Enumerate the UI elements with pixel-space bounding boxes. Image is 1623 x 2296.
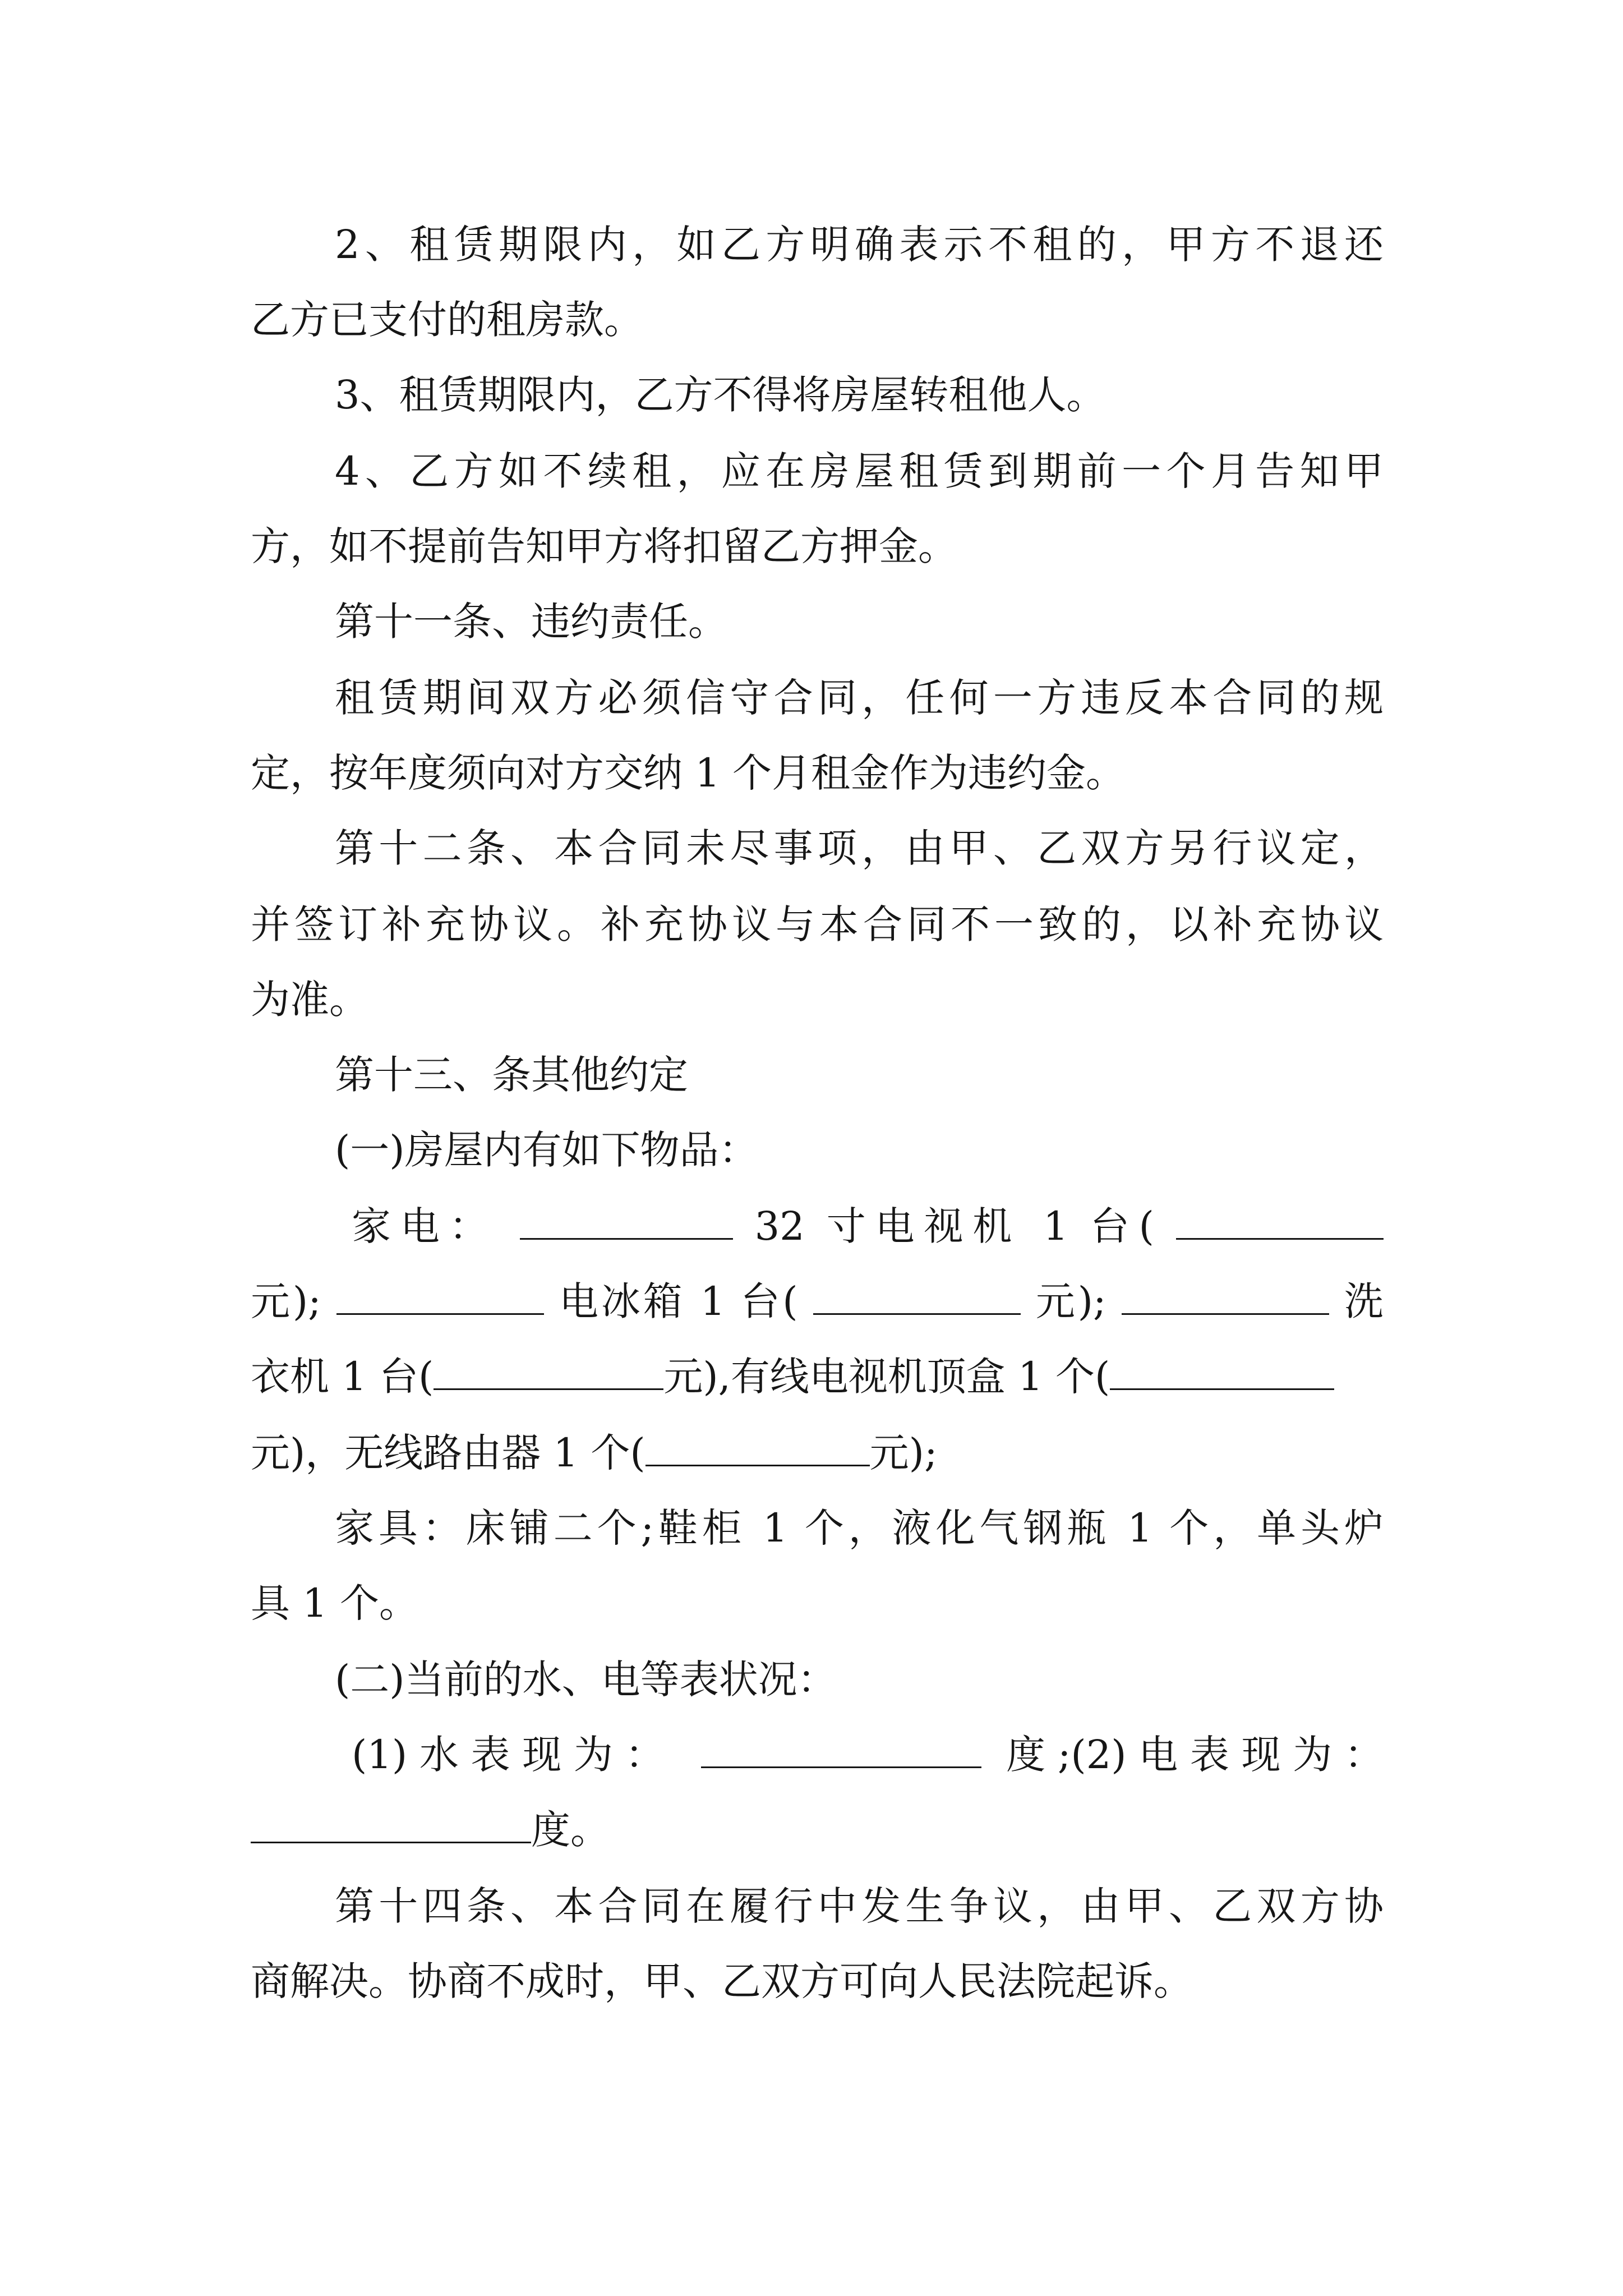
article-heading: 第十三、条其他约定 xyxy=(335,1052,688,1098)
furniture-line: 家具：床铺二个;鞋柜 1 个，液化气钢瓶 1 个，单头炉 xyxy=(335,1505,1384,1551)
water-meter-blank xyxy=(701,1736,981,1768)
settop-price-blank xyxy=(1110,1358,1334,1390)
router-price-blank xyxy=(645,1434,870,1466)
paragraph-line: 为准。 xyxy=(251,977,368,1023)
paragraph-line: 第十二条、本合同未尽事项，由甲、乙双方另行议定， xyxy=(335,825,1384,871)
meter-line xyxy=(352,1727,1384,1783)
paragraph-line: 方，如不提前告知甲方将扣留乙方押金。 xyxy=(251,523,957,569)
electric-meter-blank xyxy=(251,1811,531,1843)
paragraph-line: 第十四条、本合同在履行中发生争议，由甲、乙双方协 xyxy=(335,1883,1384,1929)
fridge-price-blank xyxy=(813,1283,1021,1315)
washer-price-blank xyxy=(434,1358,663,1390)
paragraph-line: 定，按年度须向对方交纳 1 个月租金作为违约金。 xyxy=(251,750,1126,796)
appliance-line-4 xyxy=(251,1425,1384,1481)
settop-text: 元),有线电视机顶盒 1 个( xyxy=(663,1354,1110,1400)
washer-model-blank xyxy=(1122,1283,1329,1315)
paragraph-line: 并签订补充协议。补充协议与本合同不一致的，以补充协议 xyxy=(251,901,1384,947)
paragraph-line: (一)房屋内有如下物品： xyxy=(335,1127,758,1173)
water-meter-label: (1)水表现为： xyxy=(352,1732,677,1778)
paragraph-line: 4、乙方如不续租，应在房屋租赁到期前一个月告知甲 xyxy=(335,448,1384,494)
appliance-label: 家电： xyxy=(352,1203,498,1249)
router-text: 元)，无线路由器 1 个( xyxy=(251,1430,645,1476)
fridge-text: 电冰箱 1 台( xyxy=(559,1278,798,1324)
paragraph-line: 租赁期间双方必须信守合同，任何一方违反本合同的规 xyxy=(335,675,1384,721)
meter-line-2 xyxy=(251,1802,1384,1858)
paragraph-line: 3、租赁期限内，乙方不得将房屋转租他人。 xyxy=(335,372,1106,418)
appliance-line-1 xyxy=(352,1198,1384,1254)
paragraph-line: 乙方已支付的租房款。 xyxy=(251,297,643,343)
tv-price-blank xyxy=(1176,1208,1384,1240)
yuan-text: 元); xyxy=(869,1430,938,1476)
washer-text-start: 洗 xyxy=(1344,1278,1384,1324)
washer-text: 衣机 1 台( xyxy=(251,1354,434,1400)
appliance-line-3 xyxy=(251,1349,1384,1405)
tv-text: 32 寸电视机 1 台( xyxy=(754,1203,1154,1249)
appliance-line-2 xyxy=(251,1273,1384,1329)
paragraph-line: 2、租赁期限内，如乙方明确表示不租的，甲方不退还 xyxy=(335,222,1384,268)
degree-text: 度。 xyxy=(531,1807,610,1853)
paragraph-line: 商解决。协商不成时，甲、乙双方可向人民法院起诉。 xyxy=(251,1958,1193,2004)
tv-model-blank xyxy=(520,1208,733,1240)
fridge-model-blank xyxy=(336,1283,544,1315)
paragraph-line: (二)当前的水、电等表状况： xyxy=(335,1657,837,1703)
paragraph-line: 具 1 个。 xyxy=(251,1580,419,1626)
yuan-text: 元); xyxy=(251,1278,321,1324)
electric-meter-label: 度;(2)电表现为： xyxy=(1006,1732,1384,1778)
article-heading: 第十一条、违约责任。 xyxy=(335,599,727,645)
yuan-text: 元); xyxy=(1035,1278,1106,1324)
